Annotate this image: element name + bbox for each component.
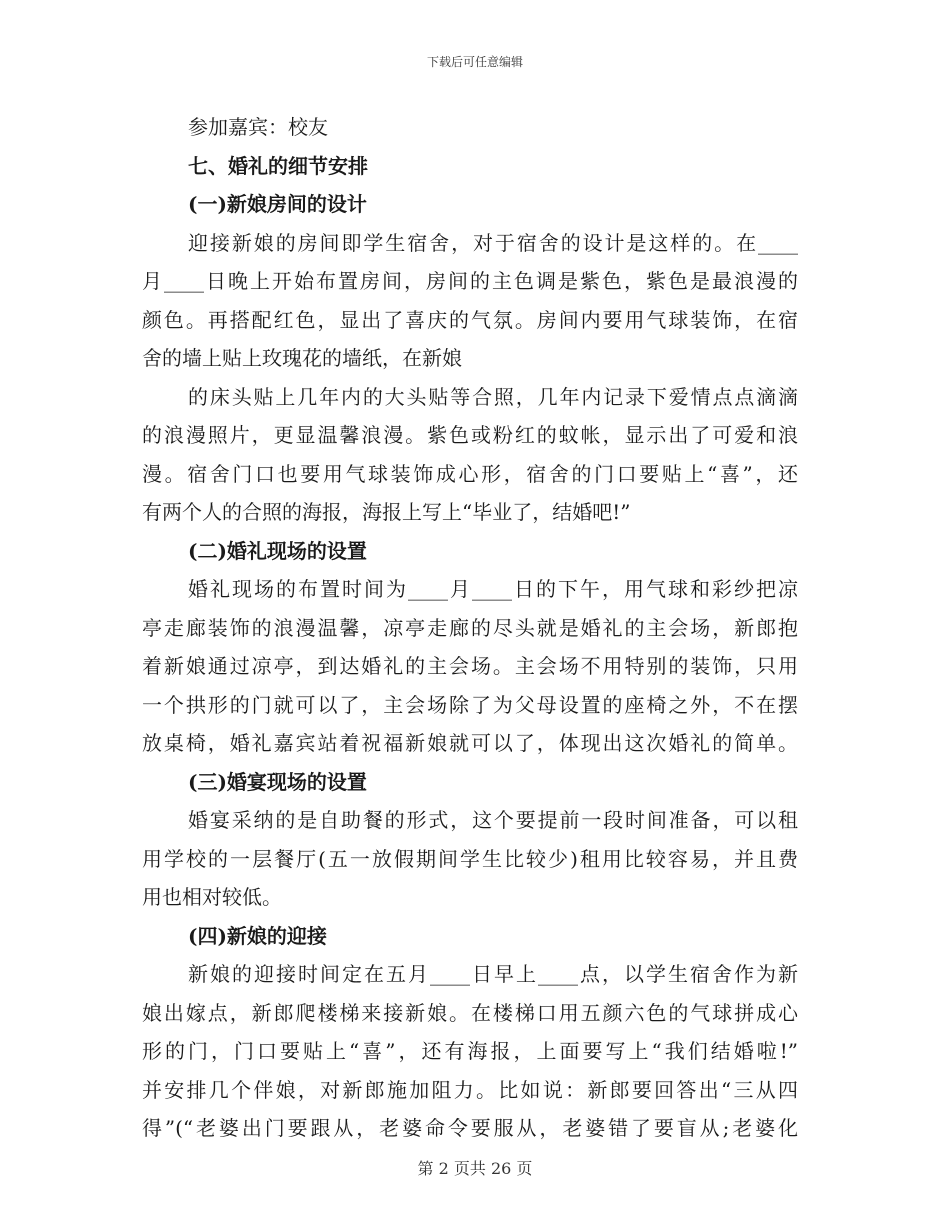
text-line: 得”(“老婆出门要跟从，老婆命令要服从，老婆错了要盲从;老婆化	[142, 1116, 798, 1140]
text-line: 新娘的迎接时间定在五月____日早上____点，以学生宿舍作为新	[188, 962, 798, 986]
document-body	[142, 108, 798, 1148]
text-line: 有两个人的合照的海报，海报上写上“毕业了，结婚吧!”	[142, 500, 631, 524]
section-heading: 七、婚礼的细节安排	[188, 153, 368, 178]
text-line: 亭走廊装饰的浪漫温馨，凉亭走廊的尽头就是婚礼的主会场，新郎抱	[142, 615, 798, 640]
section-heading: (一)新娘房间的设计	[188, 192, 367, 216]
text-line: 漫。宿舍门口也要用气球装饰成心形，宿舍的门口要贴上“喜”，还	[142, 461, 798, 486]
text-line: 舍的墙上贴上玫瑰花的墙纸，在新娘	[142, 346, 462, 370]
text-line: 娘出嫁点，新郎爬楼梯来接新娘。在楼梯口用五颜六色的气球拼成心	[142, 1000, 798, 1025]
section-heading: (四)新娘的迎接	[188, 923, 327, 948]
text-line: 参加嘉宾：校友	[188, 115, 328, 139]
text-line: 用也相对较低。	[142, 885, 282, 909]
page-header: 下载后可任意编辑	[426, 55, 523, 69]
text-line: 婚礼现场的布置时间为____月____日的下午，用气球和彩纱把凉	[188, 577, 798, 601]
text-line: 一个拱形的门就可以了，主会场除了为父母设置的座椅之外，不在摆	[142, 692, 798, 717]
section-heading: (二)婚礼现场的设置	[188, 538, 367, 563]
text-line: 放桌椅，婚礼嘉宾站着祝福新娘就可以了，体现出这次婚礼的简单。	[142, 731, 798, 755]
text-line: 的浪漫照片，更显温馨浪漫。紫色或粉红的蚊帐，显示出了可爱和浪	[142, 423, 798, 447]
text-line: 婚宴采纳的是自助餐的形式，这个要提前一段时间准备，可以租	[188, 808, 798, 832]
page-footer: 第 2 页共 26 页	[417, 1159, 533, 1178]
text-line: 着新娘通过凉亭，到达婚礼的主会场。主会场不用特别的装饰，只用	[142, 654, 798, 678]
text-line: 月____日晚上开始布置房间，房间的主色调是紫色，紫色是最浪漫的	[142, 269, 798, 293]
text-line: 用学校的一层餐厅(五一放假期间学生比较少)租用比较容易，并且费	[142, 846, 798, 871]
section-heading: (三)婚宴现场的设置	[188, 769, 367, 794]
text-line: 的床头贴上几年内的大头贴等合照，几年内记录下爱情点点滴滴	[188, 384, 798, 409]
text-line: 形的门，门口要贴上“喜”，还有海报，上面要写上“我们结婚啦!”	[142, 1039, 798, 1063]
text-line: 并安排几个伴娘，对新郎施加阻力。比如说：新郎要回答出“三从四	[142, 1077, 798, 1102]
text-line: 迎接新娘的房间即学生宿舍，对于宿舍的设计是这样的。在____	[188, 230, 798, 255]
text-line: 颜色。再搭配红色，显出了喜庆的气氛。房间内要用气球装饰，在宿	[142, 307, 798, 332]
